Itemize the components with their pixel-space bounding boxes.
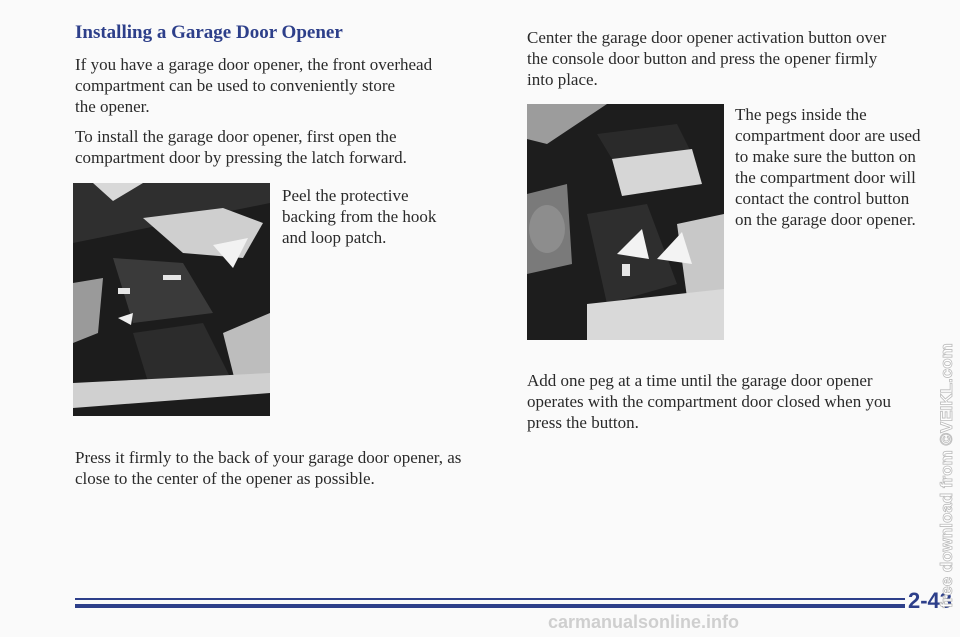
latch-paragraph: To install the garage door opener, first open the compartment door by pressing the latch forward. — [75, 127, 407, 167]
section-heading: Installing a Garage Door Opener — [75, 22, 343, 43]
footer-rule-thick — [75, 604, 905, 608]
add-peg-paragraph: Add one peg at a time until the garage door opener operates with the compartment door closed when you press the button. — [527, 371, 891, 432]
photo-1-illustration — [73, 183, 270, 416]
photo-compartment-pegs — [527, 104, 724, 340]
side-watermark — [932, 340, 958, 610]
side-watermark-text — [932, 340, 958, 610]
center-paragraph: Center the garage door opener activation button over the console door button and press the opener firmly into place. — [527, 28, 887, 89]
bottom-watermark: carmanualsonline.info — [548, 612, 740, 632]
intro-paragraph: If you have a garage door opener, the front overhead compartment can be used to conveniently store the opener. — [75, 55, 433, 116]
footer-rule-thin — [75, 598, 905, 600]
photo-2-illustration — [527, 104, 724, 340]
pegs-caption: The pegs inside the compartment door are used to make sure the button on the compartment door will contact the control button on the garage door opener. — [735, 105, 921, 229]
peel-caption: Peel the protective backing from the hook and loop patch. — [282, 186, 437, 247]
side-watermark-label: free download from ©VEIKL.com — [937, 343, 956, 608]
press-paragraph: Press it firmly to the back of your garage door opener, as close to the center of the opener as possible. — [75, 448, 462, 488]
page-number: 2-43 — [908, 588, 953, 613]
photo-overhead-compartment — [73, 183, 270, 416]
